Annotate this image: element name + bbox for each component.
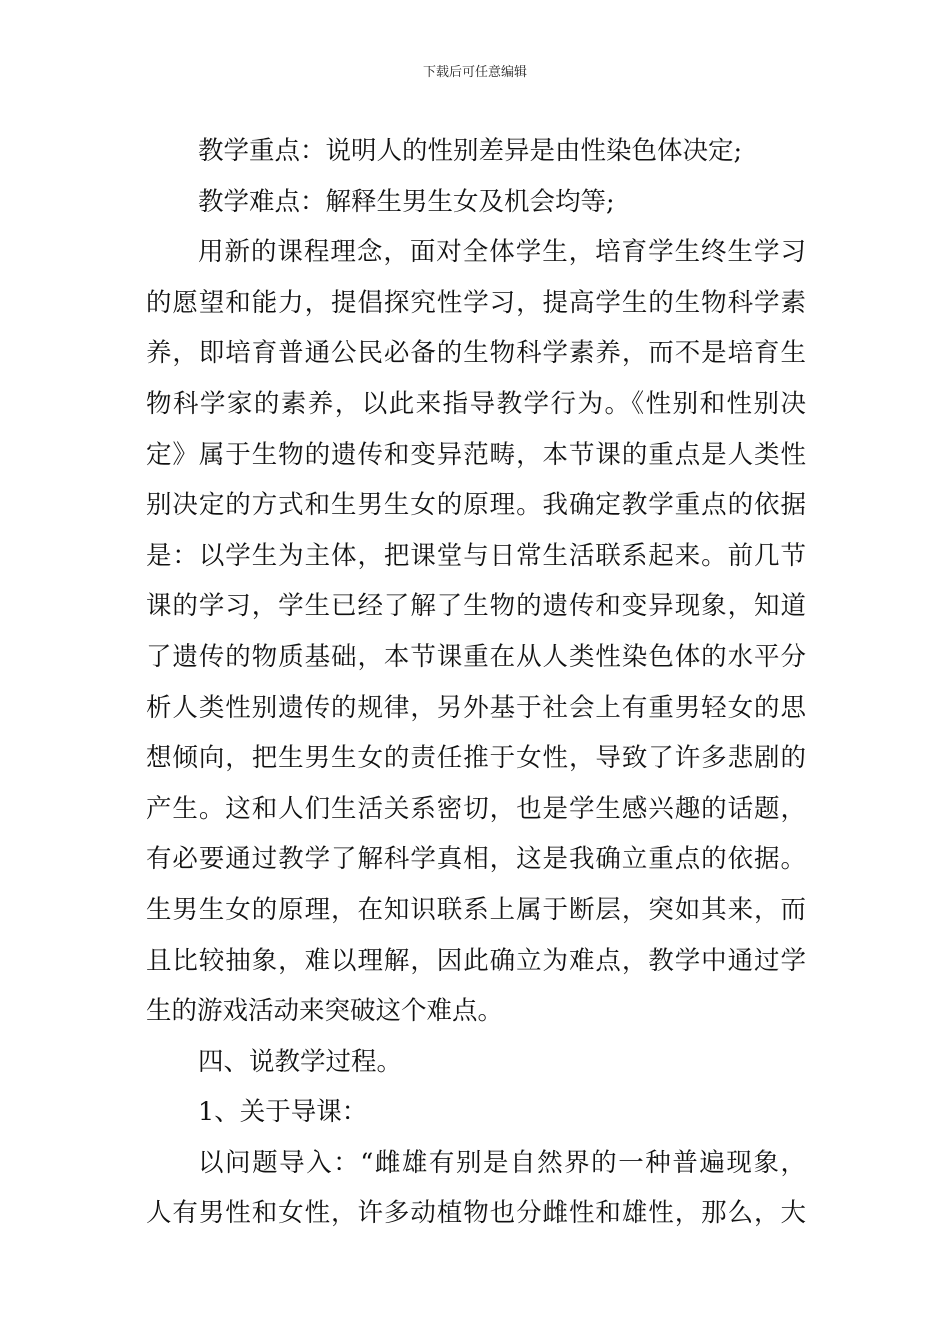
text-line: 养，即培育普通公民必备的生物科学素养，而不是培育生 — [146, 338, 806, 369]
text-line: 教学重点：说明人的性别差异是由性染色体决定; — [198, 136, 743, 166]
text-line: 1、关于导课： — [198, 1097, 368, 1128]
text-line: 了遗传的物质基础，本节课重在从人类性染色体的水平分 — [146, 641, 806, 672]
text-line: 教学难点：解释生男生女及机会均等; — [198, 186, 615, 217]
text-line: 生男生女的原理，在知识联系上属于断层，突如其来，而 — [146, 894, 806, 925]
text-line: 用新的课程理念，面对全体学生，培育学生终生学习 — [198, 237, 806, 268]
page-header: 下载后可任意编辑 — [422, 65, 527, 80]
text-line: 以问题导入：“雌雄有别是自然界的一种普遍现象， — [198, 1147, 806, 1178]
text-line: 有必要通过教学了解科学真相，这是我确立重点的依据。 — [146, 844, 806, 875]
text-line: 生的游戏活动来突破这个难点。 — [146, 996, 504, 1027]
text-line: 定》属于生物的遗传和变异范畴，本节课的重点是人类性 — [146, 439, 806, 470]
text-line: 是：以学生为主体，把课堂与日常生活联系起来。前几节 — [146, 540, 806, 571]
text-line: 析人类性别遗传的规律，另外基于社会上有重男轻女的思 — [146, 692, 806, 723]
text-line: 人有男性和女性，许多动植物也分雌性和雄性，那么，大 — [146, 1198, 806, 1229]
text-line: 且比较抽象，难以理解，因此确立为难点，教学中通过学 — [146, 945, 806, 976]
text-line: 四、说教学过程。 — [198, 1046, 403, 1077]
text-line: 想倾向，把生男生女的责任推于女性，导致了许多悲剧的 — [146, 743, 806, 774]
text-line: 别决定的方式和生男生女的原理。我确定教学重点的依据 — [146, 490, 806, 521]
text-line: 的愿望和能力，提倡探究性学习，提高学生的生物科学素 — [146, 287, 806, 318]
text-line: 课的学习，学生已经了解了生物的遗传和变异现象，知道 — [146, 591, 806, 622]
document-body — [146, 126, 806, 1239]
text-line: 物科学家的素养，以此来指导教学行为。《性别和性别决 — [146, 388, 806, 419]
text-line: 产生。这和人们生活关系密切，也是学生感兴趣的话题， — [146, 793, 806, 824]
